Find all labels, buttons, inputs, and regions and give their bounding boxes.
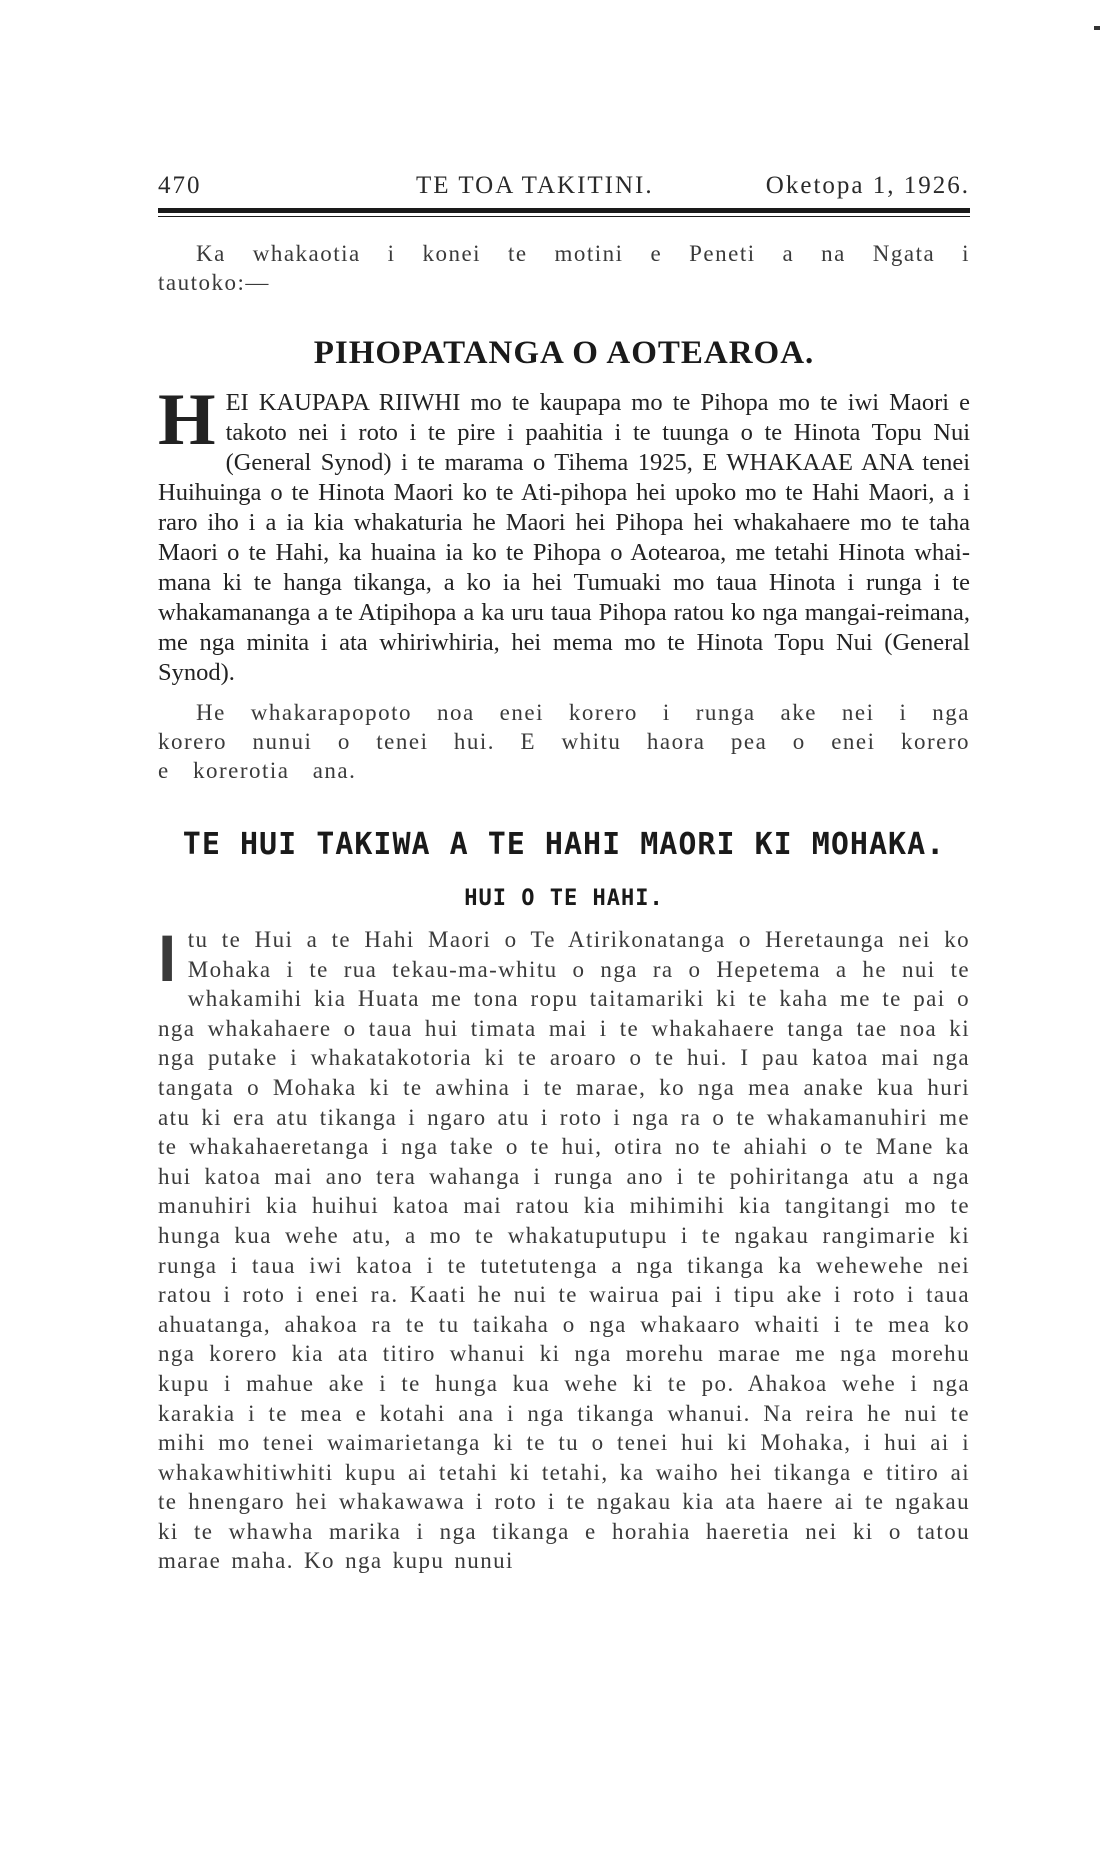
drop-cap-h: H — [158, 379, 216, 461]
hui-paragraph — [158, 921, 970, 1576]
issue-date: Oketopa 1, 1926. — [765, 172, 970, 199]
publication-title: TE TOA TAKITINI. — [416, 172, 654, 199]
section-heading-pihopatanga: PIHOPATANGA O AOTEAROA. — [313, 335, 815, 371]
section-heading-hui-takiwa: TE HUI TAKIWA A TE HAHI MAORI KI MOHAKA. — [182, 827, 946, 862]
resolution-text: EI KAUPAPA RIIWHI mo te kaupapa mo te Pihopa mo te iwi Maori e takoto nei i roto i te pire i paahitia i te tuunga o te Hinota Topu Nui (General Synod) i te marama o Tihema 1925, E WHAKAAE ANA tenei Huihuinga o te Hinota Maori ko te Ati-pihopa hei upoko mo te Hahi Maori, a i raro iho i a ia kia whakaturia he Maori hei Pihopa hei whakahaere mo te taha Maori o te Hahi, ka huaina ia ko te Pihopa o Aotearoa, me tetahi Hinota whai-mana ki te hanga tikanga, a ko ia hei Tumuaki mo taua Hinota i runga i te whakamananga a te Atipihopa a ka uru taua Pihopa ratou ko nga mangai-reimana, me nga minita i ata whiriwhiria, hei mema mo te Hinota Topu Nui (General Synod). — [158, 389, 970, 686]
page-number: 470 — [158, 172, 202, 199]
document-page — [158, 172, 970, 1576]
header-rule-thick — [158, 208, 970, 213]
running-head — [158, 172, 970, 204]
resolution-paragraph — [158, 379, 970, 688]
intro-paragraph: Ka whakaotia i konei te motini e Peneti a na Ngata i tautoko:— — [158, 241, 970, 295]
summary-paragraph: He whakarapopoto noa enei korero i runga ake nei i nga korero nunui o tenei hui. E whitu haora pea o enei korero e korerotia ana. — [158, 700, 970, 783]
corner-mark — [1094, 26, 1100, 30]
subheading-hui-o-te-hahi: HUI O TE HAHI. — [464, 886, 664, 911]
header-rule-thin — [158, 216, 970, 217]
hui-text: tu te Hui a te Hahi Maori o Te Atirikonatanga o Heretaunga nei ko Mohaka i te rua tekau-ma-whitu o nga ra o Hepetema a he nui te whakamihi kia Huata me tona ropu taitamariki ki te kaha me te pai o nga whakahaere o taua hui timata mai i te whakahaere tanga tae noa ki nga putake i whakatakotoria ki te aroaro o te hui. I pau katoa mai nga tangata o Mohaka ki te awhina i te marae, ko nga mea anake kua huri atu ki era atu tikanga i ngaro atu i roto i nga ra o te whakamanuhiri me te whakahaeretanga i nga take o te hui, otira no te ahiahi o te Mane ka hui katoa mai ano tera wahanga i runga ano i te pohiritanga atu a nga manuhiri kia huihui katoa mai ratou kia mihimihi kia tangitangi mo te hunga kua wehe atu, a mo te whakatuputupu i te ngakau rangimarie ki runga i taua iwi katoa i te tutetutenga a nga tikanga ka wehewehe nei ratou i roto i enei ra. Kaati he nui te wairua pai i tipu ake i roto i taua ahuatanga, ahakoa ra te tu taikaha o nga whakaaro whaiti i te mea ko nga korero kia ata titiro whanui ki nga morehu marae me nga morehu kupu i mahue ake i te hunga kua wehe ki te po. Ahakoa wehe i nga karakia i te mea e kotahi ana i nga tikanga whanui. Na reira he nui te mihi mo tenei waimarietanga ki te tu o tenei hui ki Mohaka, i hui ai i whakawhitiwhiti kupu ai tetahi ki tetahi, ka waiho hei tikanga e titiro ai te hnengaro hei whakawawa i roto i te ngakau kia ata haere ai te ngakau ki te whawha marika i nga tikanga e horahia haeretia nei ki o tatou marae maha. Ko nga kupu nunui — [158, 927, 970, 1574]
drop-cap-i: I — [158, 921, 178, 995]
